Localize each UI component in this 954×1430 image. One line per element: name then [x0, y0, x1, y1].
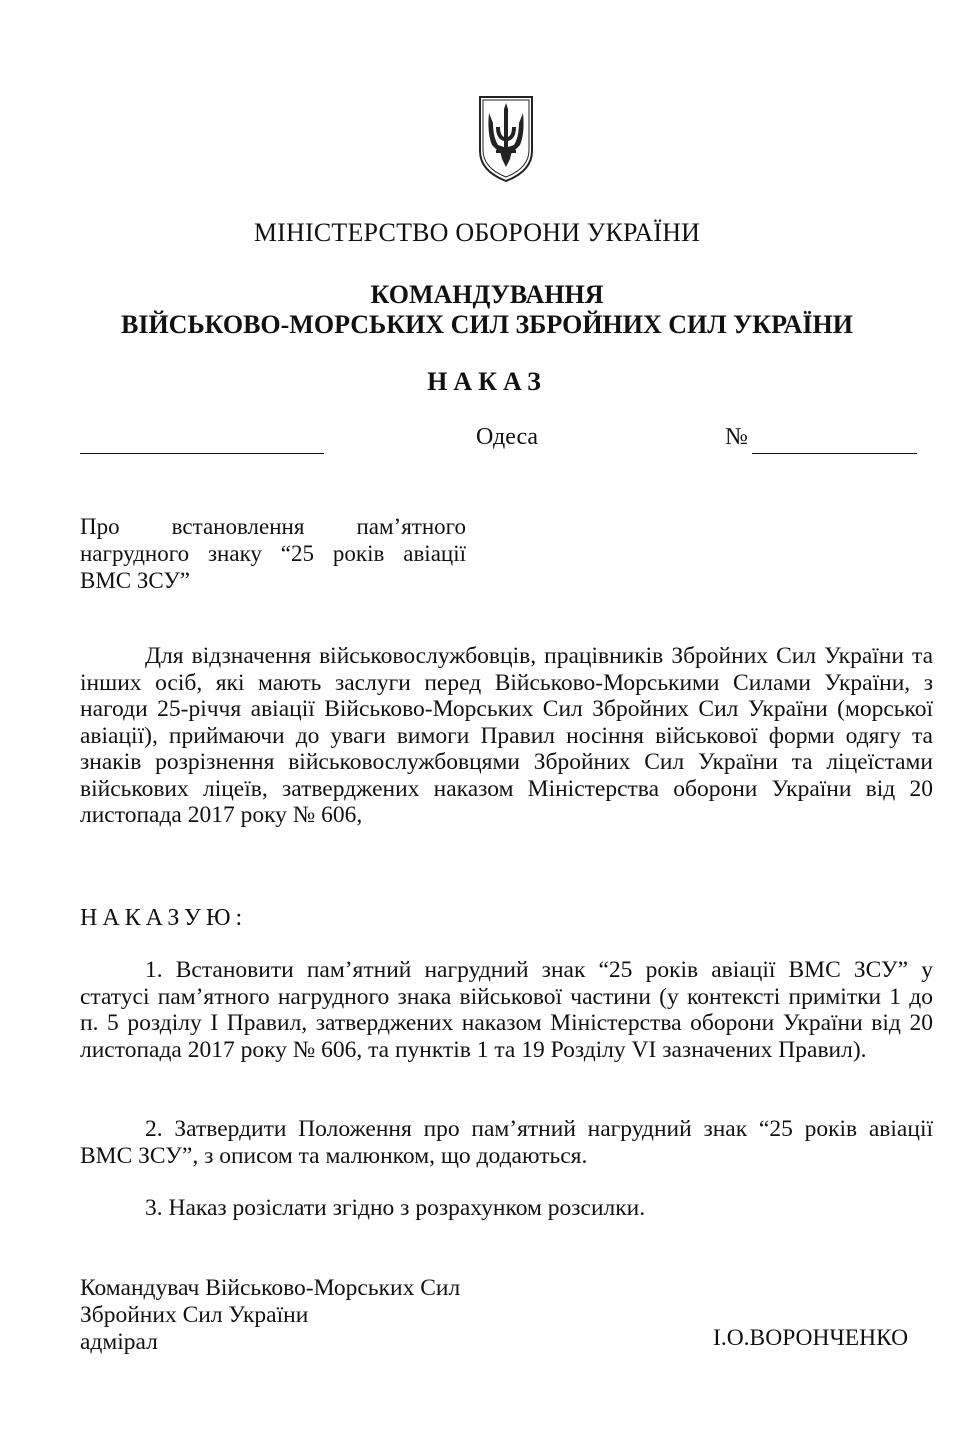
order-item-1: 1. Встановити пам’ятний нагрудний знак “25 років авіації ВМС ЗСУ” у статусі пам’ятного нагрудного знака військової частини (у контексті примітки 1 до п. 5 розділу I Правил, затверджених наказом Міністерства оборони України від 20 листопада 2017 року № 606, та пунктів 1 та 19 Розділу VI зазначених Правил). — [80, 957, 933, 1063]
order-title: НАКАЗ — [427, 367, 547, 396]
nakazuyu-heading: НАКАЗУЮ: — [80, 905, 248, 931]
date-blank-line — [80, 453, 324, 454]
signatory-position-line2: Збройних Сил України — [80, 1302, 309, 1328]
city-label: Одеса — [476, 424, 539, 450]
signatory-position-block — [80, 1275, 460, 1356]
command-heading-line1: КОМАНДУВАННЯ — [370, 280, 604, 309]
order-subject: Про встановлення пам’ятного нагрудного знаку “25 років авіації ВМС ЗСУ” — [80, 514, 466, 593]
order-number-blank-line — [752, 453, 917, 454]
ministry-heading: МІНІСТЕРСТВО ОБОРОНИ УКРАЇНИ — [253, 218, 701, 247]
order-item-3: 3. Наказ розіслати згідно з розрахунком розсилки. — [145, 1195, 646, 1221]
order-item-2: 2. Затвердити Положення про пам’ятний нагрудний знак “25 років авіації ВМС ЗСУ”, з описом та малюнком, що додаються. — [80, 1116, 933, 1169]
signatory-name: І.О.ВОРОНЧЕНКО — [713, 1325, 909, 1351]
signatory-rank: адмірал — [80, 1329, 158, 1355]
command-heading-line2: ВІЙСЬКОВО-МОРСЬКИХ СИЛ ЗБРОЙНИХ СИЛ УКРАЇНИ — [121, 310, 853, 339]
signatory-position-line1: Командувач Військово-Морських Сил — [80, 1275, 461, 1301]
order-number-label: № — [725, 424, 748, 450]
intro-paragraph: Для відзначення військовослужбовців, працівників Збройних Сил України та інших осіб, які мають заслуги перед Військово-Морськими Силами України, з нагоди 25-річчя авіації Військово-Морських Сил Збройних Сил України (морської авіації), приймаючи до уваги вимоги Правил носіння військової форми одягу та знаків розрізнення військовослужбовцями Збройних Сил України та ліцеїстами військових ліцеїв, затверджених наказом Міністерства оборони України від 20 листопада 2017 року № 606, — [80, 643, 933, 828]
ukraine-trident-emblem-icon — [474, 93, 538, 185]
